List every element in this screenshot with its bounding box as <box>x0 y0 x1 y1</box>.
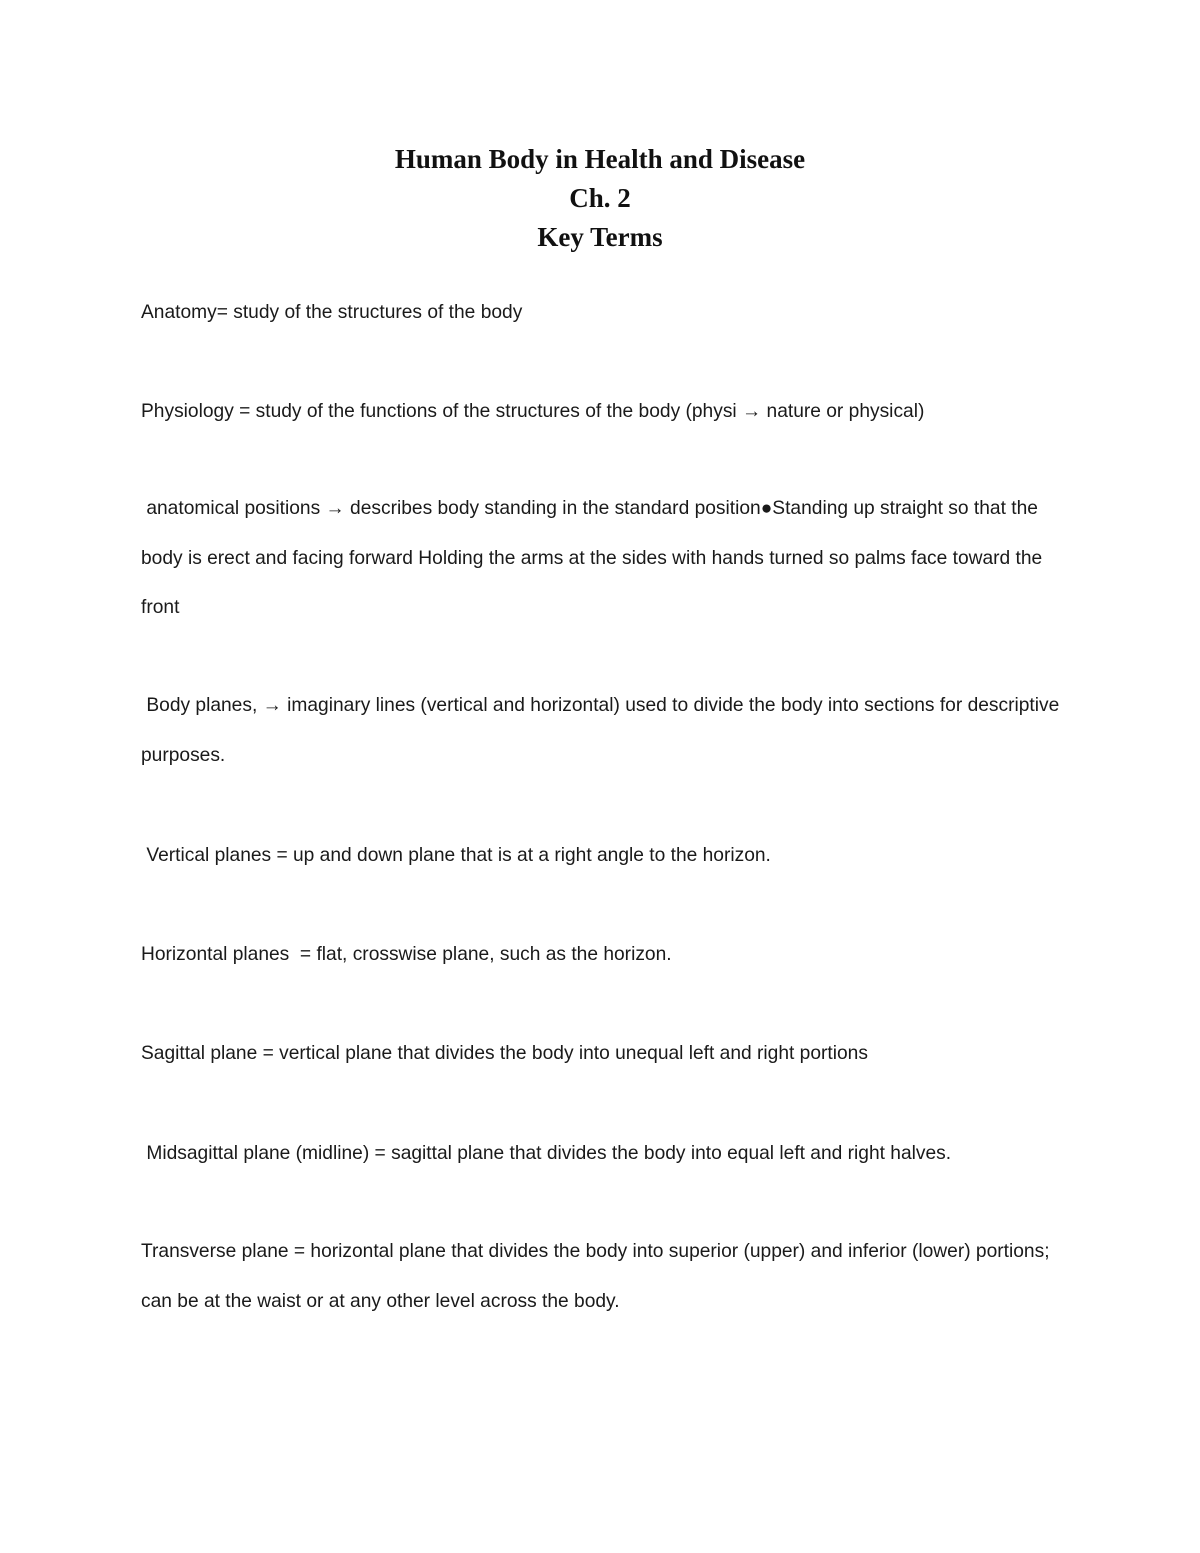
term-anatomical-positions: anatomical positions → describes body standing in the standard position●Standing up straight so that the body is erect and facing forward Holding the arms at the sides with hands turned so palms face toward the front <box>141 498 1048 618</box>
term-midsagittal-plane: Midsagittal plane (midline) = sagittal plane that divides the body into equal left and right halves. <box>141 1143 952 1164</box>
term-transverse-plane: Transverse plane = horizontal plane that divides the body into superior (upper) and inferior (lower) portions; can be at the waist or at any other level across the body. <box>141 1241 1055 1312</box>
document-header <box>0 140 1200 257</box>
term-sagittal-plane: Sagittal plane = vertical plane that divides the body into unequal left and right portions <box>141 1043 868 1064</box>
term-vertical-planes: Vertical planes = up and down plane that is at a right angle to the horizon. <box>141 845 771 866</box>
term-horizontal-planes: Horizontal planes = flat, crosswise plane, such as the horizon. <box>141 944 672 965</box>
section-heading: Key Terms <box>537 222 663 252</box>
term-body-planes: Body planes, → imaginary lines (vertical and horizontal) used to divide the body into sections for descriptive purposes. <box>141 695 1065 766</box>
document-title: Human Body in Health and Disease <box>394 144 806 174</box>
chapter-label: Ch. 2 <box>569 183 631 213</box>
term-physiology: Physiology = study of the functions of the structures of the body (physi → nature or physical) <box>141 401 925 422</box>
term-anatomy: Anatomy= study of the structures of the body <box>141 302 523 323</box>
